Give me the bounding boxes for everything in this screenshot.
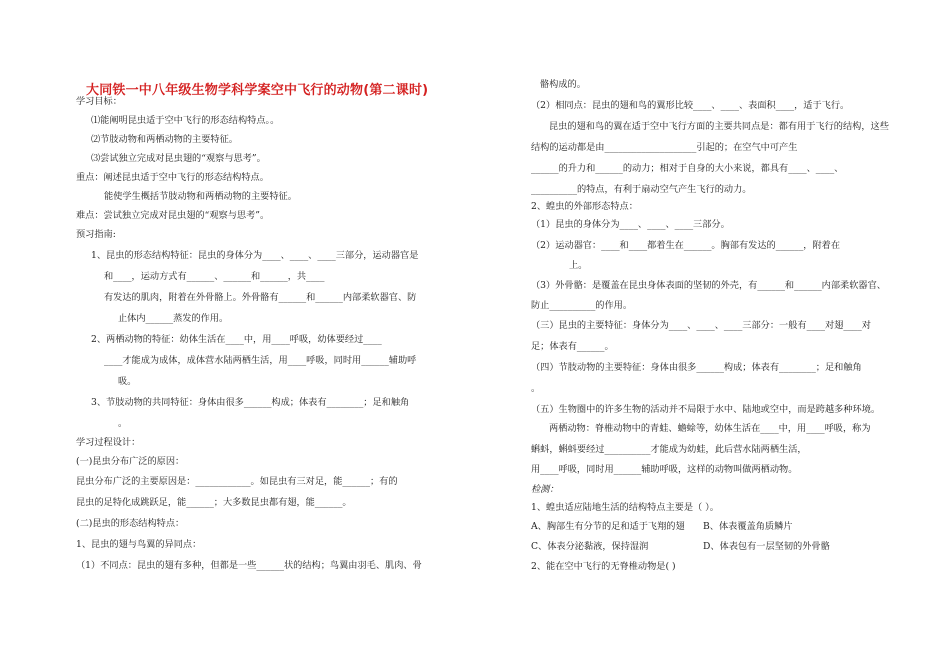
- left-line: 2、两栖动物的特征：幼体生活在____中，用____呼吸，幼体要经过____: [91, 334, 382, 345]
- left-line: 有发达的肌肉，附着在外骨骼上。外骨骼有______和______内部柔软器官、防: [104, 292, 417, 303]
- left-line: 重点：阐述昆虫适于空中飞行的形态结构特点。: [76, 172, 269, 183]
- left-line: 3、节肢动物的共同特征：身体由很多______构成；体表有________；足和触角: [91, 397, 410, 408]
- right-line: 。: [531, 383, 541, 394]
- right-line: （2）运动器官：____和____都着生在______。胸部有发达的______，附着在: [531, 240, 841, 251]
- left-line: (二)昆虫的形态结构特点：: [76, 518, 185, 529]
- right-line: （五）生物圈中的许多生物的活动并不局限于水中、陆地或空中，而是跨越多种环境。: [531, 404, 881, 415]
- left-line: (一)昆虫分布广泛的原因：: [76, 456, 185, 467]
- right-line: 用____呼吸，同时用______辅助呼吸，这样的动物叫做两栖动物。: [531, 464, 798, 475]
- left-line: 。: [118, 418, 128, 429]
- right-line: 2、蝗虫的外部形态特点：: [531, 201, 638, 212]
- left-line: 1、昆虫的翅与鸟翼的异同点：: [76, 539, 202, 550]
- left-line: 1、昆虫的形态结构特征：昆虫的身体分为____、____、____三部分，运动器官是: [91, 250, 419, 261]
- right-line: 1、蝗虫适应陆地生活的结构特点主要是（ ）。: [531, 502, 719, 513]
- right-line: （3）外骨骼：是覆盖在昆虫身体表面的坚韧的外壳，有______和______内部柔软器官、: [531, 280, 886, 291]
- document-title: 大同铁一中八年级生物学科学案空中飞行的动物(第二课时): [86, 83, 429, 98]
- left-line: 昆虫的足特化成跳跃足，能______；大多数昆虫都有翅，能______。: [76, 497, 352, 508]
- right-line: 检测：: [531, 484, 559, 495]
- left-line: 学习过程设计：: [76, 437, 141, 448]
- right-line: 足；体表有______。: [531, 341, 614, 352]
- right-line: 蝌蚪，蝌蚪要经过__________才能成为幼蛙，此后营水陆两栖生活，: [531, 444, 807, 455]
- left-line: ____才能成为成体，成体营水陆两栖生活，用____呼吸，同时用______辅助呼: [104, 355, 417, 366]
- right-line: 上。: [569, 260, 588, 271]
- right-line: （四）节肢动物的主要特征：身体由很多______构成；体表有________；足和触角: [531, 362, 862, 373]
- right-line: A、胸部生有分节的足和适于飞翔的翅: [531, 521, 685, 532]
- left-line: 能使学生概括节肢动物和两栖动物的主要特征。: [104, 191, 297, 202]
- left-line: 吸。: [118, 376, 137, 387]
- left-line: 难点：尝试独立完成对昆虫翅的“观察与思考”。: [76, 210, 270, 221]
- right-line: B、体表覆盖角质鳞片: [703, 521, 793, 532]
- left-line: ⑵节肢动物和两栖动物的主要特征。: [91, 134, 238, 145]
- right-line: 骼构成的。: [540, 79, 586, 90]
- left-line: 昆虫分布广泛的主要原因是：____________。如昆虫有三对足，能______；有的: [76, 476, 398, 487]
- left-line: 止体内______蒸发的作用。: [118, 313, 229, 324]
- left-line: ⑶尝试独立完成对昆虫翅的“观察与思考”。: [91, 153, 266, 164]
- right-line: 2、能在空中飞行的无脊椎动物是( ): [531, 561, 676, 572]
- right-line: （1）昆虫的身体分为____、____、____三部分。: [531, 219, 730, 230]
- right-line: ______的升力和______的动力；相对于自身的大小来说，都具有____、____、: [531, 163, 844, 174]
- right-line: （2）相同点：昆虫的翅和鸟的翼形比较____、____、表面积____，适于飞行。: [531, 100, 850, 111]
- left-line: ⑴能阐明昆虫适于空中飞行的形态结构特点。。: [91, 115, 280, 126]
- right-line: 结构的运动都是由____________________引起的；在空气中可产生: [531, 142, 798, 153]
- right-line: 昆虫的翅和鸟的翼在适于空中飞行方面的主要共同点是：都有用于飞行的结构，这些: [549, 121, 889, 132]
- right-line: 两栖动物：脊椎动物中的青蛙、蟾蜍等，幼体生活在____中，用____呼吸，称为: [549, 423, 871, 434]
- right-line: 防止__________的作用。: [531, 300, 633, 311]
- left-line: 学习目标：: [76, 96, 122, 107]
- right-line: （三）昆虫的主要特征：身体分为____、____、____三部分：一般有____对翅____对: [531, 320, 871, 331]
- left-line: （1）不同点：昆虫的翅有多种，但都是一些______状的结构；鸟翼由羽毛、肌肉、骨: [76, 560, 422, 571]
- right-line: D、体表包有一层坚韧的外骨骼: [703, 541, 830, 552]
- right-line: C、体表分泌黏液，保持湿润: [531, 541, 649, 552]
- left-line: 预习指南:: [76, 229, 116, 240]
- left-line: 和____，运动方式有______、______和______，共____: [104, 271, 325, 282]
- right-line: __________的特点，有利于扇动空气产生飞行的动力。: [531, 184, 752, 195]
